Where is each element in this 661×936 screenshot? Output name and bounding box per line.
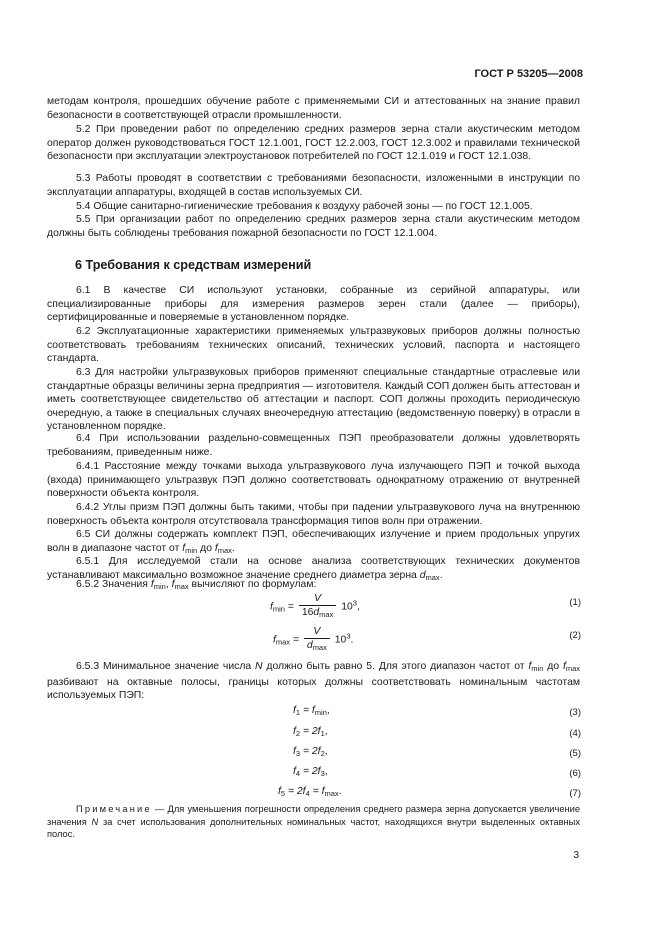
formula-5: $f_3 = 2f_2$,	[293, 746, 328, 758]
paragraph-6-5-2: 6.5.2 Значения $f_{min}$, $f_{max}$ вычисляют по формулам:	[76, 579, 317, 591]
paragraph-continuation: методам контроля, прошедших обучение работе с применяемыми СИ и аттестованных на знание правил безопасности в соответствующей отрасли промышленности.	[47, 96, 580, 121]
paragraph-6-4-1: 6.4.1 Расстояние между точками выхода ультразвукового луча излучающего ПЭП и точкой выхода (входа) принимающего ультразвук ПЭП должно соответствовать однократному отражению от внутренней поверхности объекта контроля.	[47, 461, 580, 500]
formula-3: $f_1 = f_{min}$,	[293, 705, 330, 717]
paragraph-6-2: 6.2 Эксплуатационные характеристики применяемых ультразвуковых приборов должны полностью соответствовать требованиям технических описаний, технических условий, паспорта и настоящего стандарта.	[47, 326, 580, 365]
paragraph-5-2: 5.2 При проведении работ по определению средних размеров зерна стали акустическим методом оператор должен руководствоваться ГОСТ 12.1.001, ГОСТ 12.2.003, ГОСТ 12.3.002 и правилами технической безопасности при эксплуатации электроустановок потребителей по ГОСТ 12.1.019 и ГОСТ 12.1.038.	[47, 124, 580, 163]
paragraph-6-5-1: 6.5.1 Для исследуемой стали на основе анализа соответствующих технических документов устанавливают максимально возможное значение среднего диаметра зерна $d_{max}$.	[47, 556, 580, 582]
page-number: 3	[573, 850, 579, 861]
formula-number-7: (7)	[569, 788, 581, 799]
formula-number-3: (3)	[569, 707, 581, 718]
document-header: ГОСТ Р 53205—2008	[474, 68, 583, 80]
paragraph-6-5: 6.5 СИ должны содержать комплект ПЭП, обеспечивающих излучение и прием продольных упругих волн в диапазоне частот от $f_{min}$ до $f_{max}$.	[47, 529, 580, 555]
paragraph-6-3: 6.3 Для настройки ультразвуковых приборов применяют специальные стандартные отраслевые или стандартные образцы величины зерна предприятия — изготовителя. Каждый СОП должен быть аттестован и иметь соответствующее свидетельство об аттестации и паспорт. СОП должны проходить периодическую очередную, а также в специальных случаях внеочередную аттестацию (ведомственную поверку) в отрасли в установленном порядке.	[47, 367, 580, 433]
note: Примечание — Для уменьшения погрешности определения среднего размера зерна допускается увеличение значения N за счет использования дополнительных номинальных частот, находящихся внутри выделенных октавных полос.	[47, 804, 581, 840]
formula-number-4: (4)	[569, 728, 581, 739]
formula-4: $f_2 = 2f_1$,	[293, 726, 328, 738]
paragraph-6-5-3: 6.5.3 Минимальное значение числа N должно быть равно 5. Для этого диапазон частот от $f_{min}$ до $f_{max}$ разбивают на октавные полосы, границы которых должны соответствовать номинальным частотам используемых ПЭП:	[47, 661, 581, 702]
formula-number-2: (2)	[569, 630, 581, 641]
paragraph-5-4: 5.4 Общие санитарно-гигиенические требования к воздуху рабочей зоны — по ГОСТ 12.1.005.	[76, 201, 533, 212]
section-title: 6 Требования к средствам измерений	[75, 258, 312, 272]
formula-2: $f_{max}$ = $\frac{V}{d_{max}}$ $10^3$.	[273, 626, 354, 652]
formula-6: $f_4 = 2f_3$,	[293, 766, 328, 778]
paragraph-6-4: 6.4 При использовании раздельно-совмещенных ПЭП преобразователи должны удовлетворять требованиям, приведенным ниже.	[47, 433, 580, 458]
formula-number-6: (6)	[569, 768, 581, 779]
formula-7: $f_5 = 2f_4 = f_{max}$.	[278, 786, 342, 798]
paragraph-6-1: 6.1 В качестве СИ используют установки, собранные из серийной аппаратуры, или специализированные приборы для измерения размеров зерен стали (далее — приборы), сертифицированные и поверяемые в установленном порядке.	[47, 285, 580, 324]
paragraph-5-3: 5.3 Работы проводят в соответствии с требованиями безопасности, изложенными в инструкции по эксплуатации аппаратуры, входящей в состав используемых СИ.	[47, 173, 580, 198]
formula-number-5: (5)	[569, 748, 581, 759]
paragraph-5-5: 5.5 При организации работ по определению средних размеров зерна стали акустическим методом должны быть соблюдены требования пожарной безопасности по ГОСТ 12.1.004.	[47, 214, 580, 239]
formula-number-1: (1)	[569, 597, 581, 608]
formula-1: $f_{min}$ = $\frac{V}{16d_{max}}$ $10^3$,	[270, 593, 360, 619]
paragraph-6-4-2: 6.4.2 Углы призм ПЭП должны быть такими, чтобы при падении ультразвукового луча на внутреннюю поверхность объекта контроля отсутствовала трансформация типов волн при отражении.	[47, 502, 580, 527]
